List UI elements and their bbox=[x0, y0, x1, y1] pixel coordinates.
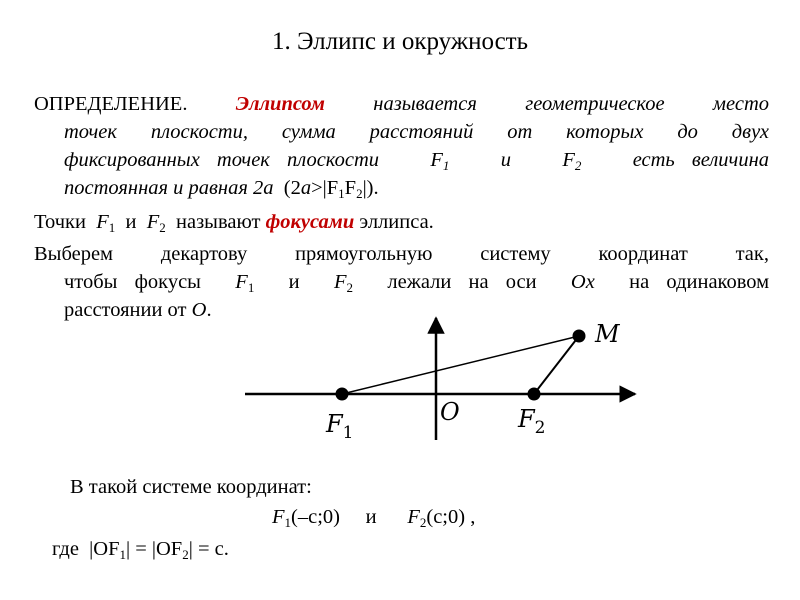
distance-equation: где $|OF_1| = |OF_2| = c$. bbox=[52, 538, 229, 562]
system-text: В такой системе координат: bbox=[70, 476, 312, 498]
choose-line-1: Выберем декартову прямоугольную систему координат так, bbox=[34, 243, 769, 265]
point-M bbox=[573, 330, 586, 343]
term-foci: фокусами bbox=[265, 211, 355, 233]
choose-line-2: чтобы фокусы $F_1$ и $F_2$ лежали на оси Ox на одинаковом bbox=[64, 271, 770, 295]
label-F2: $F_2$ bbox=[518, 405, 546, 438]
foci-coordinates: $F_1(-c;0)$ и $F_2(c;0)$ , bbox=[272, 506, 476, 530]
focus-point-F1 bbox=[336, 388, 349, 401]
label-F1: $F_1$ bbox=[326, 410, 354, 443]
focus-point-F2 bbox=[528, 388, 541, 401]
page-title: 1. Эллипс и окружность bbox=[271, 28, 529, 55]
definition-line-3: фиксированных точек плоскости $F_1$ и $F_2$ есть величина bbox=[64, 149, 770, 173]
label-O: O bbox=[440, 398, 460, 426]
segment-F1-M bbox=[342, 336, 579, 394]
choose-line-3: расстоянии от O. bbox=[64, 299, 212, 321]
definition-paragraph bbox=[34, 90, 769, 202]
definition-line-4: постоянная и равная 2a $(2a>|F_1F_2|)$. bbox=[64, 177, 379, 201]
definition-line-1: ОПРЕДЕЛЕНИЕ. Эллипсом называется геометрическое место bbox=[34, 93, 769, 115]
foci-paragraph: Точки $F_1$ и $F_2$ называют фокусами эллипса. bbox=[34, 211, 434, 235]
label-M: M bbox=[595, 320, 620, 348]
coordinate-diagram bbox=[240, 312, 650, 452]
term-ellipse: Эллипсом bbox=[235, 93, 325, 115]
definition-line-2: точек плоскости, сумма расстояний от которых до двух bbox=[64, 121, 769, 143]
